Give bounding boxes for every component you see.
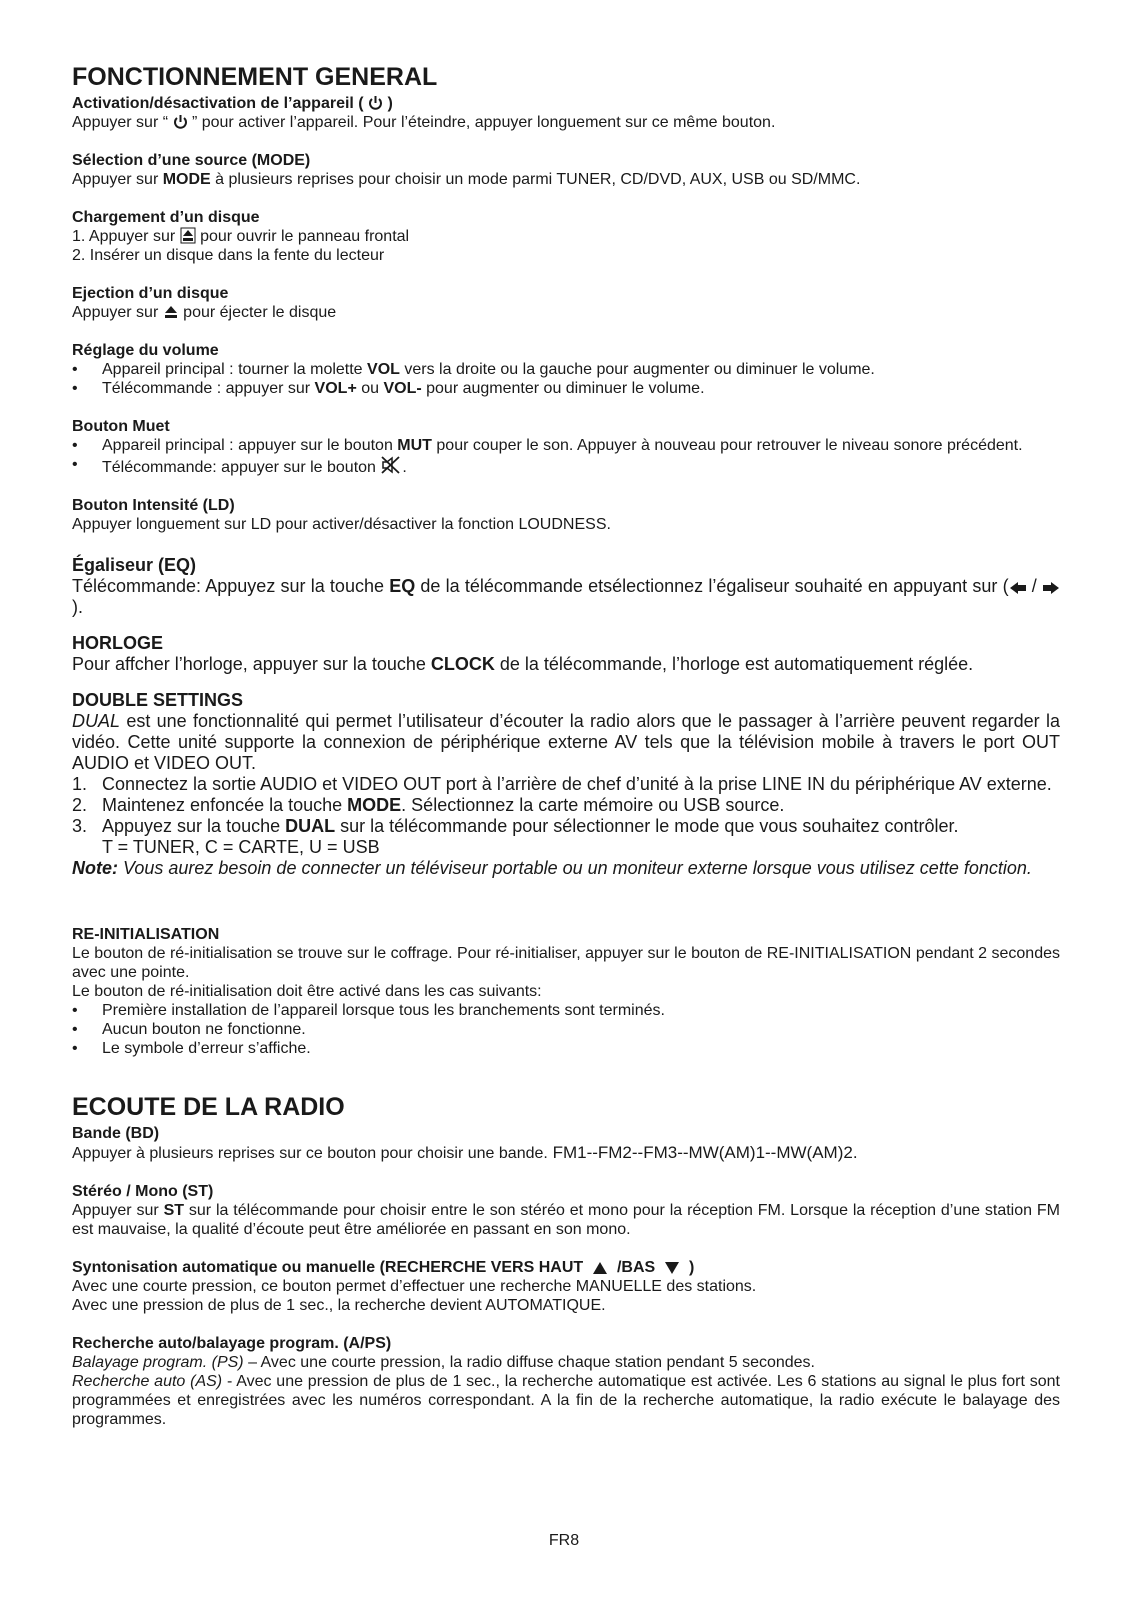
stereo-text: Appuyer sur ST sur la télécommande pour choisir entre le son stéréo et mono pour la réception FM. Lorsque la réception d’une station FM est mauvaise, la qualité d’écoute peut être améliorée en passant en son mono. [72,1202,1060,1238]
list-item: • Aucun bouton ne fonctionne. [72,1021,306,1038]
dual-note: Note: Vous aurez besoin de connecter un téléviseur portable ou un moniteur externe lorsque vous utilisez cette fonction. [72,858,1032,878]
list-item: • Appareil principal : tourner la molette VOL vers la droite ou la gauche pour augmenter ou diminuer le volume. [72,361,875,378]
section-title-radio: ECOUTE DE LA RADIO [72,1093,345,1121]
section-title-fonctionnement: FONCTIONNEMENT GENERAL [72,63,438,91]
power-icon [368,95,383,111]
reset-block [72,925,1060,1058]
mute-block [72,417,1060,477]
arrow-right-icon [1042,581,1060,595]
clock-heading: HORLOGE [72,633,164,653]
list-item: • Le symbole d’erreur s’affiche. [72,1040,311,1057]
open-panel-icon [180,227,196,244]
page-number: FR8 [548,1532,580,1549]
dual-intro: DUAL est une fonctionnalité qui permet l’utilisateur d’écouter la radio alors que le passager à l’arrière peuvent regarder la vidéo. Cette unité supporte la connexion de périphérique externe AV tels que la télévision mobile à travers le port OUT AUDIO et VIDEO OUT. [72,711,1060,773]
list-item: • Télécommande: appuyer sur le bouton . [72,456,407,476]
eject-text: Appuyer sur pour éjecter le disque [72,304,337,321]
list-item: • Première installation de l’appareil lorsque tous les branchements sont terminés. [72,1002,665,1019]
power-icon [173,114,188,130]
ld-heading: Bouton Intensité (LD) [72,497,235,514]
load-step-2: 2. Insérer un disque dans la fente du lecteur [72,247,385,264]
reset-text-1: Le bouton de ré-initialisation se trouve sur le coffrage. Pour ré-initialiser, appuyer sur le bouton de RE-INITIALISATION pendant 2 secondes avec une pointe. [72,945,1060,981]
reset-heading: RE-INITIALISATION [72,926,220,943]
eq-heading: Égaliseur (EQ) [72,555,197,575]
eject-icon [163,304,179,320]
clock-block [72,633,1060,675]
dual-heading: DOUBLE SETTINGS [72,690,244,710]
band-text: Appuyer à plusieurs reprises sur ce bouton pour choisir une bande. FM1--FM2--FM3--MW(AM)1--MW(AM)2. [72,1143,858,1162]
manual-page [72,60,1060,1429]
load-step-1: 1. Appuyer sur pour ouvrir le panneau frontal [72,228,410,245]
tuning-block [72,1258,1060,1315]
list-item: • Télécommande : appuyer sur VOL+ ou VOL- pour augmenter ou diminuer le volume. [72,380,705,397]
mode-text: Appuyer sur MODE à plusieurs reprises pour choisir un mode parmi TUNER, CD/DVD, AUX, USB ou SD/MMC. [72,171,861,188]
power-block [72,94,1060,132]
reset-text-2: Le bouton de ré-initialisation doit être activé dans les cas suivants: [72,983,542,1000]
band-block [72,1124,1060,1163]
list-item: 1. Connectez la sortie AUDIO et VIDEO OUT port à l’arrière de chef d’unité à la prise LINE IN du périphérique AV externe. [72,774,1052,794]
band-heading: Bande (BD) [72,1125,160,1142]
aps-ps-text: Balayage program. (PS) – Avec une courte pression, la radio diffuse chaque station pendant 5 secondes. [72,1354,815,1371]
eject-block [72,284,1060,322]
triangle-down-icon [664,1261,680,1275]
power-text: Appuyer sur “ ” pour activer l’appareil. Pour l’éteindre, appuyer longuement sur ce même bouton. [72,114,776,131]
power-heading: Activation/désactivation de l’appareil ( ) [72,95,393,112]
eject-heading: Ejection d’un disque [72,285,229,302]
aps-as-text: Recherche auto (AS) - Avec une pression de plus de 1 sec., la recherche automatique est activée. Les 6 stations au signal le plus fort sont programmées et enregistrées avec les numéros correspondant. A la fin de la recherche automatique, la radio exécute le balayage des programmes. [72,1373,1061,1428]
clock-text: Pour affcher l’horloge, appuyer sur la touche CLOCK de la télécommande, l’horloge est automatiquement réglée. [72,654,974,674]
list-item: • Appareil principal : appuyer sur le bouton MUT pour couper le son. Appuyer à nouveau pour retrouver le niveau sonore précédent. [72,437,1023,454]
load-block [72,208,1060,265]
triangle-up-icon [592,1261,608,1275]
stereo-heading: Stéréo / Mono (ST) [72,1183,214,1200]
volume-block [72,341,1060,398]
eq-block [72,555,1060,618]
tuning-text-1: Avec une courte pression, ce bouton permet d’effectuer une recherche MANUELLE des stations. [72,1278,757,1295]
ld-block [72,496,1060,534]
tuning-text-2: Avec une pression de plus de 1 sec., la recherche devient AUTOMATIQUE. [72,1297,606,1314]
ld-text: Appuyer longuement sur LD pour activer/désactiver la fonction LOUDNESS. [72,516,611,533]
arrow-left-icon [1009,581,1027,595]
dual-block [72,690,1060,879]
eq-text: Télécommande: Appuyez sur la touche EQ de la télécommande etsélectionnez l’égaliseur souhaité en appuyant sur ( / ). [72,576,1060,618]
aps-heading: Recherche auto/balayage program. (A/PS) [72,1335,392,1352]
mode-heading: Sélection d’une source (MODE) [72,152,311,169]
volume-heading: Réglage du volume [72,342,219,359]
mute-heading: Bouton Muet [72,418,170,435]
list-item: 2. Maintenez enfoncée la touche MODE. Sélectionnez la carte mémoire ou USB source. [72,795,785,815]
tuning-heading: Syntonisation automatique ou manuelle (RECHERCHE VERS HAUT /BAS ) [72,1259,695,1276]
list-item: 3. Appuyez sur la touche DUAL sur la télécommande pour sélectionner le mode que vous souhaitez contrôler. T = TUNER, C = CARTE, U = USB [72,816,959,857]
mode-block [72,151,1060,189]
stereo-block [72,1182,1060,1239]
aps-block [72,1334,1060,1429]
mute-icon [380,455,402,475]
load-heading: Chargement d’un disque [72,209,260,226]
